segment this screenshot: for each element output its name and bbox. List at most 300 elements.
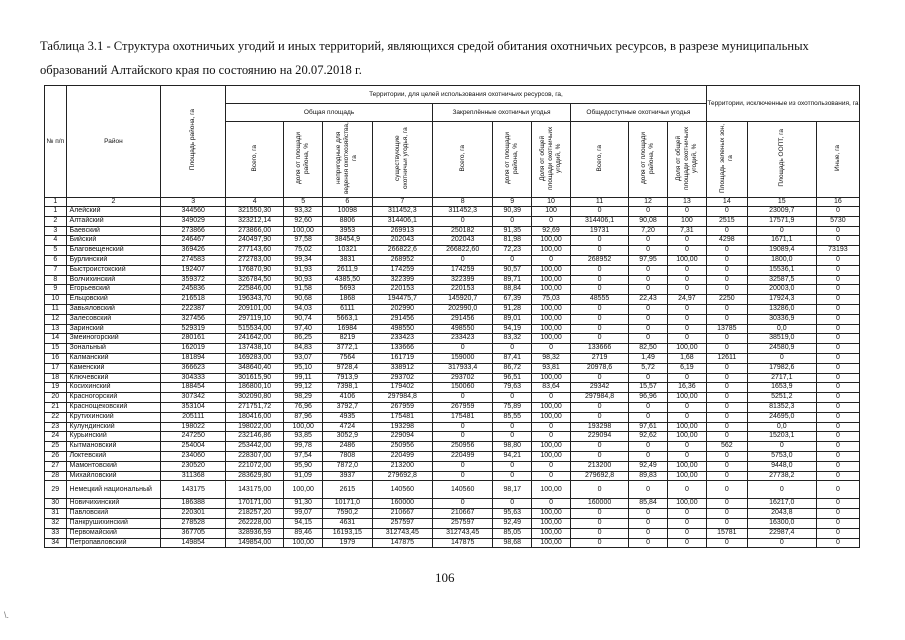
public-share: 0: [629, 304, 668, 314]
protected-area: 1653,9: [747, 383, 816, 393]
total-area: 262228,00: [226, 518, 284, 528]
protected-area: 2043,8: [747, 509, 816, 519]
fixed-share: 98,17: [493, 481, 532, 499]
protected-area: 32587,5: [747, 275, 816, 285]
table-row: [45, 295, 860, 305]
total-area: 277143,60: [226, 246, 284, 256]
green-zones-area: 0: [706, 402, 747, 412]
total-area: 176870,90: [226, 265, 284, 275]
unsuitable-area: 7590,2: [323, 509, 373, 519]
row-num: 20: [45, 393, 67, 403]
public-total: 2719: [570, 353, 628, 363]
green-zones-area: 2250: [706, 295, 747, 305]
total-area: 272783,00: [226, 255, 284, 265]
protected-area: 15203,1: [747, 432, 816, 442]
fixed-share-grounds: 100,00: [532, 314, 571, 324]
public-total: 0: [570, 275, 628, 285]
total-area: 328936,59: [226, 528, 284, 538]
existing-grounds: 266822,6: [372, 246, 432, 256]
header-c6: непригодные для ведения охотхозяйства, га: [323, 122, 373, 198]
total-share: 91,30: [284, 499, 323, 509]
public-share: 92,49: [629, 461, 668, 471]
green-zones-area: 13785: [706, 324, 747, 334]
other-area: 0: [816, 528, 859, 538]
other-area: 0: [816, 353, 859, 363]
green-zones-area: 0: [706, 432, 747, 442]
public-total: 0: [570, 451, 628, 461]
other-area: 0: [816, 451, 859, 461]
total-area: 225846,00: [226, 285, 284, 295]
table-row: [45, 471, 860, 481]
public-share-grounds: 100: [667, 216, 706, 226]
header-c11: Всего, га: [570, 122, 628, 198]
col-number: 15: [747, 198, 816, 207]
other-area: 0: [816, 314, 859, 324]
public-total: 0: [570, 509, 628, 519]
fixed-share: 79,63: [493, 383, 532, 393]
public-share-grounds: 100,00: [667, 461, 706, 471]
green-zones-area: 0: [706, 207, 747, 217]
public-share-grounds: 100,00: [667, 422, 706, 432]
district-name: Залесовский: [66, 314, 161, 324]
row-num: 28: [45, 471, 67, 481]
public-share: 0: [629, 509, 668, 519]
fixed-total: 498550: [433, 324, 493, 334]
fixed-share-grounds: 0: [532, 255, 571, 265]
total-share: 97,58: [284, 236, 323, 246]
table-row: [45, 451, 860, 461]
total-share: 100,00: [284, 422, 323, 432]
row-num: 32: [45, 518, 67, 528]
district-area: 192407: [161, 265, 226, 275]
protected-area: 1671,1: [747, 236, 816, 246]
fixed-share-grounds: 0: [532, 216, 571, 226]
total-share: 91,58: [284, 285, 323, 295]
fixed-share: 95,63: [493, 509, 532, 519]
hunting-grounds-table: [44, 85, 860, 548]
row-num: 6: [45, 255, 67, 265]
unsuitable-area: 10171,0: [323, 499, 373, 509]
district-area: 273866: [161, 226, 226, 236]
fixed-total: 0: [433, 255, 493, 265]
green-zones-area: 0: [706, 412, 747, 422]
total-share: 94,03: [284, 304, 323, 314]
public-share-grounds: 0: [667, 509, 706, 519]
public-total: 133666: [570, 344, 628, 354]
district-area: 198022: [161, 422, 226, 432]
green-zones-area: 0: [706, 334, 747, 344]
table-row: [45, 373, 860, 383]
col-number: 3: [161, 198, 226, 207]
total-area: 169283,00: [226, 353, 284, 363]
header-hunting-territories: Территории, для целей использования охотничьих ресурсов, га,: [226, 86, 707, 104]
public-share-grounds: 0: [667, 528, 706, 538]
existing-grounds: 229094: [372, 432, 432, 442]
public-share-grounds: 0: [667, 451, 706, 461]
fixed-total: 266822,60: [433, 246, 493, 256]
public-total: 268952: [570, 255, 628, 265]
existing-grounds: 268952: [372, 255, 432, 265]
district-area: 181894: [161, 353, 226, 363]
fixed-share-grounds: 0: [532, 461, 571, 471]
public-total: 0: [570, 285, 628, 295]
other-area: 0: [816, 432, 859, 442]
col-number: 8: [433, 198, 493, 207]
district-area: 367705: [161, 528, 226, 538]
public-share-grounds: 0: [667, 304, 706, 314]
fixed-share: 98,80: [493, 442, 532, 452]
fixed-share: 83,32: [493, 334, 532, 344]
green-zones-area: 0: [706, 422, 747, 432]
protected-area: 2717,1: [747, 373, 816, 383]
header-num: № п/п: [45, 86, 67, 198]
district-area: 359372: [161, 275, 226, 285]
green-zones-area: 0: [706, 393, 747, 403]
fixed-share-grounds: 100,00: [532, 265, 571, 275]
district-name: Краснощековский: [66, 402, 161, 412]
fixed-share: 0: [493, 344, 532, 354]
existing-grounds: 160000: [372, 499, 432, 509]
green-zones-area: 562: [706, 442, 747, 452]
district-area: 149854: [161, 538, 226, 548]
total-share: 86,25: [284, 334, 323, 344]
fixed-total: 0: [433, 471, 493, 481]
total-share: 93,32: [284, 207, 323, 217]
header-public-grounds: Общедоступные охотничьи угодья: [570, 104, 706, 122]
public-total: 0: [570, 236, 628, 246]
total-share: 95,10: [284, 363, 323, 373]
fixed-total: 0: [433, 461, 493, 471]
fixed-share: 88,84: [493, 285, 532, 295]
fixed-share-grounds: 0: [532, 432, 571, 442]
district-name: Немецкий национальный: [66, 481, 161, 499]
unsuitable-area: 3937: [323, 471, 373, 481]
fixed-total: 175481: [433, 412, 493, 422]
fixed-share: 94,19: [493, 324, 532, 334]
fixed-share-grounds: 100,00: [532, 518, 571, 528]
row-num: 17: [45, 363, 67, 373]
fixed-total: 250956: [433, 442, 493, 452]
table-row: [45, 226, 860, 236]
col-number: 6: [323, 198, 373, 207]
table-row: [45, 314, 860, 324]
existing-grounds: 161719: [372, 353, 432, 363]
protected-area: 23009,7: [747, 207, 816, 217]
fixed-total: 220499: [433, 451, 493, 461]
district-area: 278528: [161, 518, 226, 528]
other-area: 0: [816, 265, 859, 275]
fixed-share-grounds: 100: [532, 207, 571, 217]
public-total: 0: [570, 265, 628, 275]
district-area: 353104: [161, 402, 226, 412]
fixed-share-grounds: 83,64: [532, 383, 571, 393]
row-num: 31: [45, 509, 67, 519]
col-number: 9: [493, 198, 532, 207]
row-num: 15: [45, 344, 67, 354]
district-area: 344560: [161, 207, 226, 217]
header-c14: Площадь зеленых зон, га: [706, 122, 747, 198]
public-total: 0: [570, 481, 628, 499]
header-c10: Доля от общей площади охотничьих угодий, %: [532, 122, 571, 198]
district-area: 222387: [161, 304, 226, 314]
page-number: 106: [435, 570, 455, 585]
table-row: [45, 422, 860, 432]
total-area: 283629,80: [226, 471, 284, 481]
row-num: 12: [45, 314, 67, 324]
public-total: 297984,8: [570, 393, 628, 403]
total-area: 232146,86: [226, 432, 284, 442]
fixed-share: 81,98: [493, 236, 532, 246]
district-name: Панкрушихинский: [66, 518, 161, 528]
fixed-share-grounds: 100,00: [532, 324, 571, 334]
fixed-total: 311452,3: [433, 207, 493, 217]
total-share: 99,78: [284, 442, 323, 452]
public-share: 15,57: [629, 383, 668, 393]
other-area: 0: [816, 324, 859, 334]
table-row: [45, 275, 860, 285]
row-num: 19: [45, 383, 67, 393]
other-area: 0: [816, 226, 859, 236]
public-share: 1,49: [629, 353, 668, 363]
total-share: 99,07: [284, 509, 323, 519]
col-number: 10: [532, 198, 571, 207]
public-total: 0: [570, 246, 628, 256]
green-zones-area: 0: [706, 314, 747, 324]
district-area: 220301: [161, 509, 226, 519]
public-share-grounds: 6,19: [667, 363, 706, 373]
fixed-share: 86,72: [493, 363, 532, 373]
district-area: 349029: [161, 216, 226, 226]
fixed-total: 0: [433, 499, 493, 509]
total-area: 273866,00: [226, 226, 284, 236]
existing-grounds: 311452,3: [372, 207, 432, 217]
public-share: 0: [629, 373, 668, 383]
fixed-share: 0: [493, 393, 532, 403]
total-share: 89,46: [284, 528, 323, 538]
fixed-share: 92,49: [493, 518, 532, 528]
total-area: 302090,80: [226, 393, 284, 403]
fixed-share-grounds: 100,00: [532, 509, 571, 519]
public-total: 193298: [570, 422, 628, 432]
district-area: 529319: [161, 324, 226, 334]
unsuitable-area: 4935: [323, 412, 373, 422]
green-zones-area: 0: [706, 226, 747, 236]
table-row: [45, 236, 860, 246]
public-share: 90,08: [629, 216, 668, 226]
row-num: 26: [45, 451, 67, 461]
total-share: 97,54: [284, 451, 323, 461]
public-total: 29342: [570, 383, 628, 393]
public-share: 89,83: [629, 471, 668, 481]
protected-area: 24695,0: [747, 412, 816, 422]
caption-line-1: Таблица 3.1 - Структура охотничьих угодий и иных территорий, являющихся средой обитания охотничьих ресурсов, в разрезе муниципальных: [40, 39, 809, 53]
district-area: 246467: [161, 236, 226, 246]
district-name: Алтайский: [66, 216, 161, 226]
unsuitable-area: 3772,1: [323, 344, 373, 354]
total-area: 198022,00: [226, 422, 284, 432]
unsuitable-area: 7872,0: [323, 461, 373, 471]
unsuitable-area: 7564: [323, 353, 373, 363]
district-area: 205111: [161, 412, 226, 422]
header-c8: Всего, га: [433, 122, 493, 198]
row-num: 10: [45, 295, 67, 305]
public-share-grounds: 0: [667, 285, 706, 295]
total-share: 90,68: [284, 295, 323, 305]
fixed-total: 0: [433, 432, 493, 442]
row-num: 24: [45, 432, 67, 442]
unsuitable-area: 3052,9: [323, 432, 373, 442]
public-share-grounds: 0: [667, 314, 706, 324]
row-num: 23: [45, 422, 67, 432]
fixed-share-grounds: 0: [532, 499, 571, 509]
district-name: Крутихинский: [66, 412, 161, 422]
fixed-share: 91,35: [493, 226, 532, 236]
protected-area: 0: [747, 481, 816, 499]
public-share-grounds: 0: [667, 334, 706, 344]
total-area: 209101,00: [226, 304, 284, 314]
fixed-share-grounds: 100,00: [532, 373, 571, 383]
unsuitable-area: 5663,1: [323, 314, 373, 324]
protected-area: 0: [747, 353, 816, 363]
green-zones-area: 0: [706, 518, 747, 528]
unsuitable-area: 16193,15: [323, 528, 373, 538]
green-zones-area: 0: [706, 461, 747, 471]
public-share-grounds: 0: [667, 246, 706, 256]
table-row: [45, 518, 860, 528]
total-share: 87,96: [284, 412, 323, 422]
protected-area: 0,0: [747, 422, 816, 432]
green-zones-area: 0: [706, 363, 747, 373]
public-share-grounds: 0: [667, 324, 706, 334]
existing-grounds: 314406,1: [372, 216, 432, 226]
public-share: 0: [629, 442, 668, 452]
protected-area: 15536,1: [747, 265, 816, 275]
total-share: 91,93: [284, 265, 323, 275]
fixed-total: 267959: [433, 402, 493, 412]
total-area: 218257,20: [226, 509, 284, 519]
existing-grounds: 498550: [372, 324, 432, 334]
public-share: 0: [629, 236, 668, 246]
existing-grounds: 179402: [372, 383, 432, 393]
other-area: 0: [816, 538, 859, 548]
existing-grounds: 174259: [372, 265, 432, 275]
fixed-share-grounds: 100,00: [532, 412, 571, 422]
fixed-share-grounds: 0: [532, 471, 571, 481]
district-area: 247250: [161, 432, 226, 442]
col-number: 5: [284, 198, 323, 207]
header-excluded-territories: Территории, исключенные из охотпользования, га: [706, 86, 859, 122]
fixed-share: 0: [493, 422, 532, 432]
col-number: 11: [570, 198, 628, 207]
total-area: 241642,00: [226, 334, 284, 344]
fixed-total: 202043: [433, 236, 493, 246]
table-row: [45, 363, 860, 373]
public-total: 0: [570, 402, 628, 412]
header-c13: Доля от общей площади охотничьих угодий, %: [667, 122, 706, 198]
public-share: 0: [629, 518, 668, 528]
fixed-total: 145920,7: [433, 295, 493, 305]
fixed-share-grounds: 0: [532, 422, 571, 432]
total-area: 348640,40: [226, 363, 284, 373]
green-zones-area: 0: [706, 304, 747, 314]
fixed-total: 322399: [433, 275, 493, 285]
district-area: 280161: [161, 334, 226, 344]
unsuitable-area: 38454,9: [323, 236, 373, 246]
public-share: 0: [629, 207, 668, 217]
unsuitable-area: 1979: [323, 538, 373, 548]
table-row: [45, 412, 860, 422]
unsuitable-area: 9728,4: [323, 363, 373, 373]
fixed-total: 257597: [433, 518, 493, 528]
row-num: 5: [45, 246, 67, 256]
green-zones-area: 0: [706, 471, 747, 481]
total-area: 515534,00: [226, 324, 284, 334]
protected-area: 0: [747, 538, 816, 548]
district-area: 216518: [161, 295, 226, 305]
public-share: 5,72: [629, 363, 668, 373]
public-total: 314406,1: [570, 216, 628, 226]
fixed-share: 85,55: [493, 412, 532, 422]
other-area: 0: [816, 373, 859, 383]
col-number: 4: [226, 198, 284, 207]
district-name: Курьинский: [66, 432, 161, 442]
unsuitable-area: 7398,1: [323, 383, 373, 393]
protected-area: 0: [747, 226, 816, 236]
protected-area: 81352,3: [747, 402, 816, 412]
existing-grounds: 220499: [372, 451, 432, 461]
existing-grounds: 312743,45: [372, 528, 432, 538]
fixed-total: 210667: [433, 509, 493, 519]
total-area: 297119,10: [226, 314, 284, 324]
public-share: 0: [629, 402, 668, 412]
green-zones-area: 0: [706, 285, 747, 295]
other-area: 0: [816, 412, 859, 422]
district-name: Бийский: [66, 236, 161, 246]
district-name: Заринский: [66, 324, 161, 334]
table-caption: [40, 34, 870, 82]
existing-grounds: 338912: [372, 363, 432, 373]
header-c5: доля от площади района, %: [284, 122, 323, 198]
fixed-share: 72,23: [493, 246, 532, 256]
row-num: 11: [45, 304, 67, 314]
public-share-grounds: 1,68: [667, 353, 706, 363]
unsuitable-area: 4631: [323, 518, 373, 528]
green-zones-area: 15781: [706, 528, 747, 538]
district-name: Петропавловский: [66, 538, 161, 548]
protected-area: 19089,4: [747, 246, 816, 256]
protected-area: 0: [747, 442, 816, 452]
protected-area: 38519,0: [747, 334, 816, 344]
district-area: 230520: [161, 461, 226, 471]
total-share: 92,60: [284, 216, 323, 226]
public-total: 0: [570, 207, 628, 217]
other-area: 0: [816, 363, 859, 373]
row-num: 18: [45, 373, 67, 383]
total-area: 170171,00: [226, 499, 284, 509]
unsuitable-area: 4106: [323, 393, 373, 403]
unsuitable-area: 3953: [323, 226, 373, 236]
district-area: 307342: [161, 393, 226, 403]
unsuitable-area: 3831: [323, 255, 373, 265]
other-area: 0: [816, 422, 859, 432]
public-share-grounds: 0: [667, 373, 706, 383]
table-row: [45, 207, 860, 217]
other-area: 0: [816, 393, 859, 403]
table-row: [45, 481, 860, 499]
row-num: 4: [45, 236, 67, 246]
fixed-share: 0: [493, 471, 532, 481]
other-area: 0: [816, 255, 859, 265]
